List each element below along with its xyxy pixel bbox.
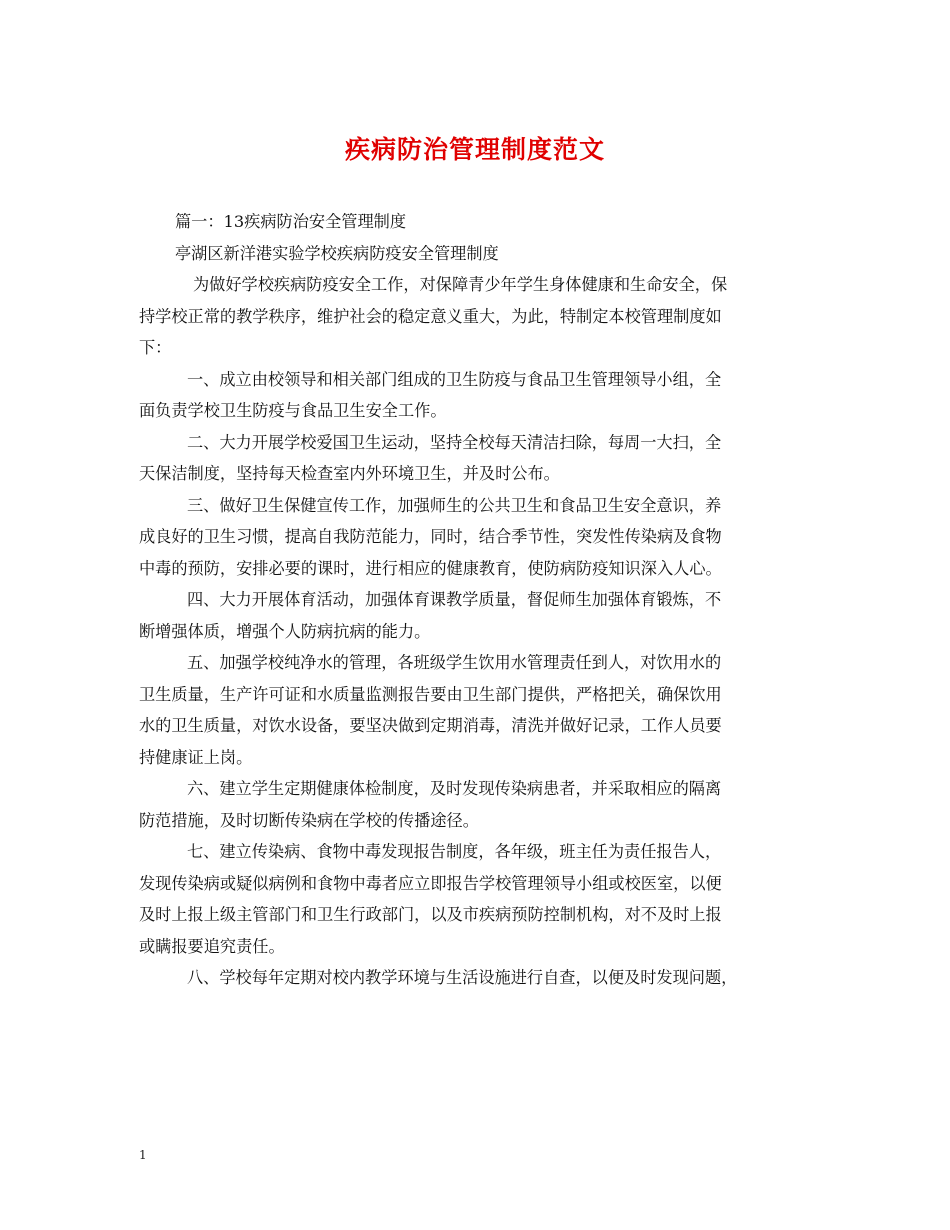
text-line: 中毒的预防，安排必要的课时，进行相应的健康教育，使防病防疫知识深入人心。 bbox=[139, 558, 722, 578]
text-line: 面负责学校卫生防疫与食品卫生安全工作。 bbox=[139, 401, 447, 420]
text-line: 成良好的卫生习惯，提高自我防范能力，同时，结合季节性，突发性传染病及食物 bbox=[139, 527, 722, 546]
text-line: 四、大力开展体育活动，加强体育课教学质量，督促师生加强体育锻炼，不 bbox=[187, 590, 722, 609]
text-line: 六、建立学生定期健康体检制度，及时发现传染病患者，并采取相应的隔离 bbox=[187, 779, 722, 798]
text-line: 及时上报上级主管部门和卫生行政部门，以及市疾病预防控制机构，对不及时上报 bbox=[139, 905, 722, 924]
text-line: 亭湖区新洋港实验学校疾病防疫安全管理制度 bbox=[175, 243, 499, 263]
text-line: 断增强体质，增强个人防病抗病的能力。 bbox=[139, 621, 431, 641]
text-line: 三、做好卫生保健宣传工作，加强师生的公共卫生和食品卫生安全意识，养 bbox=[187, 495, 722, 515]
text-line: 持学校正常的教学秩序，维护社会的稳定意义重大，为此，特制定本校管理制度如 bbox=[139, 306, 722, 326]
text-line: 发现传染病或疑似病例和食物中毒者应立即报告学校管理领导小组或校医室，以便 bbox=[139, 873, 722, 893]
text-line: 二、大力开展学校爱国卫生运动，坚持全校每天清洁扫除，每周一大扫，全 bbox=[187, 432, 722, 452]
text-line: 水的卫生质量，对饮水设备，要坚决做到定期消毒，清洗并做好记录，工作人员要 bbox=[139, 716, 722, 735]
document-title: 疾病防治管理制度范文 bbox=[344, 135, 605, 164]
document-body bbox=[139, 206, 819, 994]
page-number: 1 bbox=[139, 1148, 147, 1162]
text-line: 持健康证上岗。 bbox=[139, 747, 253, 767]
text-line: 或瞒报要追究责任。 bbox=[139, 936, 285, 956]
text-line: 卫生质量，生产许可证和水质量监测报告要由卫生部门提供，严格把关，确保饮用 bbox=[139, 684, 722, 704]
text-line: 八、学校每年定期对校内教学环境与生活设施进行自查，以便及时发现问题， bbox=[187, 968, 738, 987]
text-line: 为做好学校疾病防疫安全工作，对保障青少年学生身体健康和生命安全，保 bbox=[193, 275, 728, 294]
text-line: 七、建立传染病、食物中毒发现报告制度，各年级，班主任为责任报告人， bbox=[187, 842, 722, 861]
text-line: 篇一：13疾病防治安全管理制度 bbox=[175, 212, 407, 231]
text-line: 五、加强学校纯净水的管理，各班级学生饮用水管理责任到人，对饮用水的 bbox=[187, 653, 722, 672]
text-line: 防范措施，及时切断传染病在学校的传播途径。 bbox=[139, 810, 479, 830]
text-line: 天保洁制度，坚持每天检查室内外环境卫生，并及时公布。 bbox=[139, 464, 560, 483]
text-line: 一、成立由校领导和相关部门组成的卫生防疫与食品卫生管理领导小组，全 bbox=[187, 369, 722, 389]
text-line: 下： bbox=[139, 338, 172, 357]
